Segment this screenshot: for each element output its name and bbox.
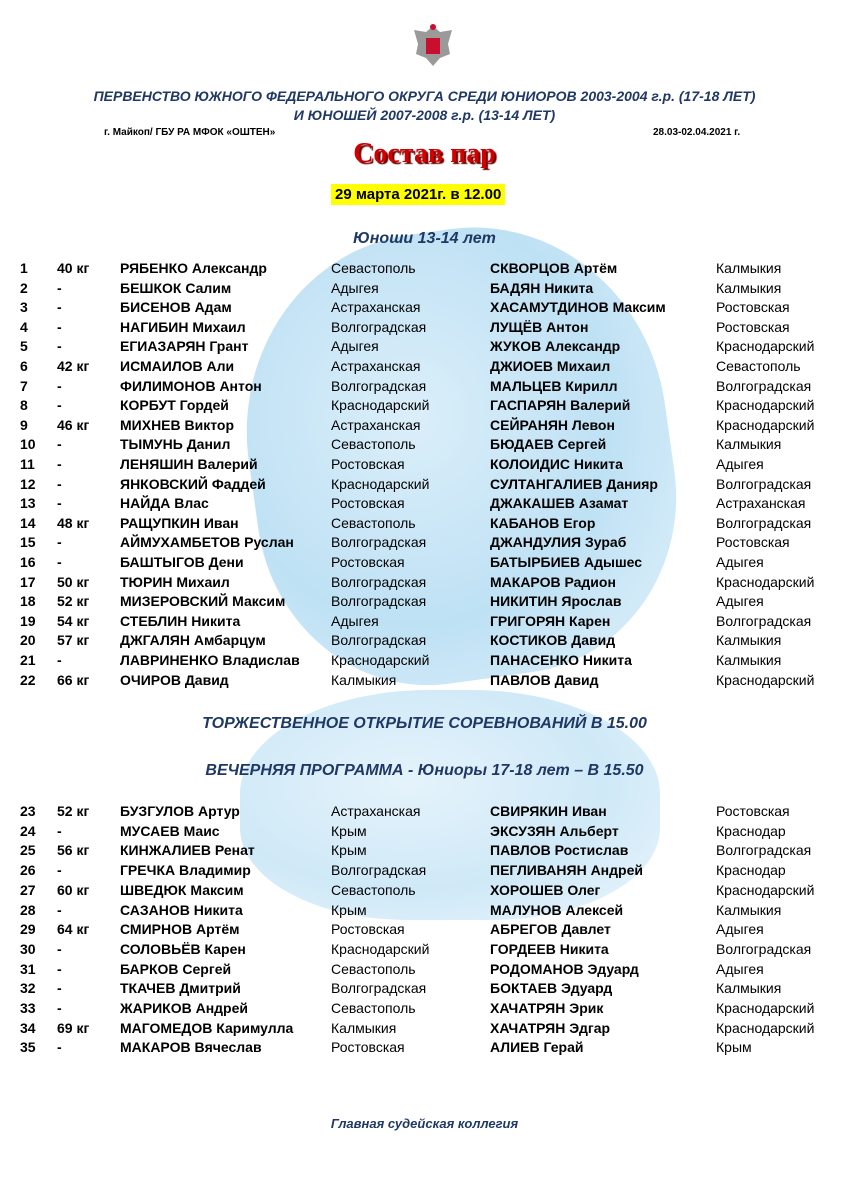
boxer-blue-region: Волгоградская bbox=[716, 475, 812, 492]
table-row bbox=[0, 474, 849, 494]
table-row bbox=[0, 611, 849, 631]
boxer-red-name: САЗАНОВ Никита bbox=[120, 901, 243, 918]
boxer-blue-name: ГРИГОРЯН Карен bbox=[490, 612, 611, 629]
boxer-red-region: Ростовская bbox=[331, 554, 405, 570]
bout-number: 31 bbox=[20, 960, 36, 977]
table-row bbox=[0, 395, 849, 415]
boxer-red-name: БУЗГУЛОВ Артур bbox=[120, 803, 240, 819]
weight-class: - bbox=[57, 436, 62, 453]
boxer-blue-name: ПАВЛОВ Ростислав bbox=[490, 842, 629, 859]
boxer-blue-region: Севастополь bbox=[716, 358, 801, 374]
boxer-blue-region: Адыгея bbox=[716, 960, 764, 977]
weight-class: - bbox=[57, 901, 62, 918]
boxer-blue-region: Калмыкия bbox=[716, 260, 782, 276]
table-row bbox=[0, 670, 849, 690]
boxer-red-region: Краснодарский bbox=[331, 397, 430, 414]
boxer-red-region: Астраханская bbox=[331, 803, 421, 819]
boxer-blue-name: ЭКСУЗЯН Альберт bbox=[490, 822, 619, 839]
table-row bbox=[0, 591, 849, 611]
bout-number: 22 bbox=[20, 671, 36, 688]
bout-number: 32 bbox=[20, 980, 36, 997]
boxer-red-region: Адыгея bbox=[331, 338, 379, 355]
bout-number: 2 bbox=[20, 279, 28, 296]
bout-number: 25 bbox=[20, 842, 36, 859]
bout-number: 6 bbox=[20, 358, 28, 374]
boxer-red-region: Волгоградская bbox=[331, 632, 427, 649]
weight-class: 56 кг bbox=[57, 842, 90, 859]
boxer-blue-region: Ростовская bbox=[716, 299, 790, 316]
boxer-blue-region: Крым bbox=[716, 1039, 752, 1056]
boxer-red-region: Волгоградская bbox=[331, 377, 427, 394]
boxer-red-region: Ростовская bbox=[331, 495, 405, 512]
boxer-red-name: НАГИБИН Михаил bbox=[120, 318, 246, 335]
boxer-red-name: СТЕБЛИН Никита bbox=[120, 612, 241, 629]
section-evening-program: ВЕЧЕРНЯЯ ПРОГРАММА - Юниоры 17-18 лет – В 15.50 bbox=[205, 762, 644, 779]
bout-number: 5 bbox=[20, 338, 28, 355]
boxer-red-name: КОРБУТ Гордей bbox=[120, 397, 229, 414]
boxer-blue-region: Краснодарский bbox=[716, 397, 815, 414]
session-date: 29 марта 2021г. в 12.00 bbox=[331, 184, 505, 205]
bout-number: 17 bbox=[20, 573, 36, 590]
boxer-blue-region: Астраханская bbox=[716, 495, 806, 512]
table-row bbox=[0, 297, 849, 317]
bout-number: 21 bbox=[20, 652, 36, 668]
weight-class: - bbox=[57, 299, 62, 316]
boxer-red-region: Краснодарский bbox=[331, 652, 430, 668]
bout-number: 1 bbox=[20, 260, 28, 276]
boxer-red-name: ТКАЧЕВ Дмитрий bbox=[120, 980, 241, 997]
bout-number: 8 bbox=[20, 397, 28, 414]
bout-number: 12 bbox=[20, 475, 36, 492]
boxer-red-name: ОЧИРОВ Давид bbox=[120, 671, 229, 688]
boxer-blue-region: Краснодарский bbox=[716, 573, 815, 590]
bout-number: 14 bbox=[20, 514, 36, 531]
boxer-blue-region: Волгоградская bbox=[716, 842, 812, 859]
bout-number: 29 bbox=[20, 921, 36, 938]
boxer-red-region: Севастополь bbox=[331, 881, 416, 898]
footer-signature: Главная судейская коллегия bbox=[330, 1116, 519, 1131]
boxer-red-name: БЕШКОК Салим bbox=[120, 279, 232, 296]
boxer-red-region: Волгоградская bbox=[331, 318, 427, 335]
boxer-red-name: РЯБЕНКО Александр bbox=[120, 260, 267, 276]
weight-class: - bbox=[57, 1000, 62, 1016]
boxer-red-region: Волгоградская bbox=[331, 573, 427, 590]
table-row bbox=[0, 415, 849, 435]
boxer-blue-region: Ростовская bbox=[716, 318, 790, 335]
boxer-blue-name: ПАНАСЕНКО Никита bbox=[490, 652, 632, 668]
boxer-red-name: АЙМУХАМБЕТОВ Руслан bbox=[120, 534, 294, 551]
table-row bbox=[0, 821, 849, 841]
weight-class: - bbox=[57, 980, 62, 997]
table-row bbox=[0, 840, 849, 860]
boxer-blue-region: Калмыкия bbox=[716, 632, 782, 649]
table-row bbox=[0, 1018, 849, 1038]
boxer-red-name: ФИЛИМОНОВ Антон bbox=[120, 377, 262, 394]
boxer-red-region: Волгоградская bbox=[331, 593, 427, 610]
bout-number: 19 bbox=[20, 612, 36, 629]
boxer-blue-region: Адыгея bbox=[716, 593, 764, 610]
boxer-red-region: Севастополь bbox=[331, 1000, 416, 1016]
table-row bbox=[0, 650, 849, 670]
bout-number: 15 bbox=[20, 534, 36, 551]
table-row bbox=[0, 493, 849, 513]
emblem-icon bbox=[410, 22, 456, 68]
boxer-red-name: НАЙДА Влас bbox=[120, 495, 209, 512]
boxer-red-name: ШВЕДЮК Максим bbox=[120, 881, 244, 898]
weight-class: 64 кг bbox=[57, 921, 90, 938]
boxer-blue-name: БЮДАЕВ Сергей bbox=[490, 436, 607, 453]
boxer-blue-name: РОДОМАНОВ Эдуард bbox=[490, 960, 639, 977]
boxer-red-name: КИНЖАЛИЕВ Ренат bbox=[120, 842, 255, 859]
bout-number: 26 bbox=[20, 862, 36, 879]
table-row bbox=[0, 900, 849, 920]
boxer-blue-name: МАКАРОВ Радион bbox=[490, 573, 616, 590]
bout-number: 13 bbox=[20, 495, 36, 512]
table-row bbox=[0, 860, 849, 880]
boxer-red-name: ТЫМУНЬ Данил bbox=[120, 436, 231, 453]
boxer-blue-region: Краснодарский bbox=[716, 416, 815, 433]
opening-ceremony: ТОРЖЕСТВЕННОЕ ОТКРЫТИЕ СОРЕВНОВАНИЙ В 15.00 bbox=[202, 715, 647, 732]
boxer-blue-region: Адыгея bbox=[716, 921, 764, 938]
boxer-red-name: БИСЕНОВ Адам bbox=[120, 299, 232, 316]
boxer-blue-region: Волгоградская bbox=[716, 514, 812, 531]
boxer-blue-name: ДЖАКАШЕВ Азамат bbox=[490, 495, 629, 512]
boxer-blue-name: СУЛТАНГАЛИЕВ Данияр bbox=[490, 475, 658, 492]
table-row bbox=[0, 1037, 849, 1057]
table-row bbox=[0, 959, 849, 979]
boxer-blue-name: СЕЙРАНЯН Левон bbox=[490, 416, 615, 433]
bout-number: 24 bbox=[20, 822, 36, 839]
weight-class: 52 кг bbox=[57, 803, 90, 819]
boxer-red-name: ЯНКОВСКИЙ Фаддей bbox=[120, 475, 266, 492]
boxer-red-name: БАРКОВ Сергей bbox=[120, 960, 232, 977]
boxer-red-region: Ростовская bbox=[331, 1039, 405, 1056]
weight-class: - bbox=[57, 397, 62, 414]
boxer-blue-name: СВИРЯКИН Иван bbox=[490, 803, 607, 819]
bout-number: 20 bbox=[20, 632, 36, 649]
bout-number: 7 bbox=[20, 377, 28, 394]
boxer-red-region: Крым bbox=[331, 901, 367, 918]
boxer-blue-region: Волгоградская bbox=[716, 377, 812, 394]
weight-class: 66 кг bbox=[57, 671, 90, 688]
table-row bbox=[0, 317, 849, 337]
boxer-red-region: Астраханская bbox=[331, 299, 421, 316]
boxer-red-name: ЕГИАЗАРЯН Грант bbox=[120, 338, 249, 355]
table-row bbox=[0, 978, 849, 998]
boxer-red-name: СМИРНОВ Артём bbox=[120, 921, 240, 938]
weight-class: 57 кг bbox=[57, 632, 90, 649]
weight-class: - bbox=[57, 822, 62, 839]
boxer-blue-name: КОСТИКОВ Давид bbox=[490, 632, 616, 649]
boxer-blue-name: АБРЕГОВ Давлет bbox=[490, 921, 611, 938]
boxer-blue-name: МАЛУНОВ Алексей bbox=[490, 901, 624, 918]
boxer-blue-name: МАЛЬЦЕВ Кирилл bbox=[490, 377, 618, 394]
boxer-red-region: Краснодарский bbox=[331, 940, 430, 957]
weight-class: - bbox=[57, 377, 62, 394]
boxer-red-region: Калмыкия bbox=[331, 671, 397, 688]
weight-class: - bbox=[57, 495, 62, 512]
bout-number: 16 bbox=[20, 554, 36, 570]
boxer-blue-name: БАТЫРБИЕВ Адышес bbox=[490, 554, 643, 570]
boxer-red-name: МУСАЕВ Маис bbox=[120, 822, 220, 839]
boxer-red-region: Волгоградская bbox=[331, 862, 427, 879]
boxer-red-name: БАШТЫГОВ Дени bbox=[120, 554, 244, 570]
boxer-red-region: Волгоградская bbox=[331, 534, 427, 551]
boxer-red-region: Ростовская bbox=[331, 921, 405, 938]
bout-number: 23 bbox=[20, 803, 36, 819]
table-row bbox=[0, 278, 849, 298]
boxer-red-region: Краснодарский bbox=[331, 475, 430, 492]
weight-class: - bbox=[57, 862, 62, 879]
boxer-red-region: Крым bbox=[331, 842, 367, 859]
bout-number: 28 bbox=[20, 901, 36, 918]
boxer-blue-region: Ростовская bbox=[716, 803, 790, 819]
boxer-red-name: РАЩУПКИН Иван bbox=[120, 514, 239, 531]
boxer-blue-region: Краснодарский bbox=[716, 881, 815, 898]
boxer-blue-region: Калмыкия bbox=[716, 980, 782, 997]
bout-number: 33 bbox=[20, 1000, 36, 1016]
boxer-blue-region: Калмыкия bbox=[716, 652, 782, 668]
weight-class: - bbox=[57, 279, 62, 296]
weight-class: - bbox=[57, 1039, 62, 1056]
boxer-blue-region: Волгоградская bbox=[716, 940, 812, 957]
boxer-blue-name: ЛУЩЁВ Антон bbox=[490, 318, 589, 335]
boxer-blue-name: ГАСПАРЯН Валерий bbox=[490, 397, 631, 414]
event-dates: 28.03-02.04.2021 г. bbox=[653, 127, 741, 138]
table-row bbox=[0, 630, 849, 650]
table-row bbox=[0, 572, 849, 592]
boxer-red-name: МИХНЕВ Виктор bbox=[120, 416, 235, 433]
table-row bbox=[0, 434, 849, 454]
boxer-red-name: СОЛОВЬЁВ Карен bbox=[120, 940, 246, 957]
bout-number: 30 bbox=[20, 940, 36, 957]
bout-number: 9 bbox=[20, 416, 28, 433]
boxer-red-region: Калмыкия bbox=[331, 1019, 397, 1036]
boxer-red-name: МАКАРОВ Вячеслав bbox=[120, 1039, 262, 1056]
weight-class: 42 кг bbox=[57, 358, 90, 374]
weight-class: 52 кг bbox=[57, 593, 90, 610]
boxer-red-name: МАГОМЕДОВ Каримулла bbox=[120, 1019, 294, 1036]
boxer-red-region: Севастополь bbox=[331, 436, 416, 453]
boxer-blue-region: Волгоградская bbox=[716, 612, 812, 629]
boxer-blue-region: Калмыкия bbox=[716, 436, 782, 453]
boxer-blue-region: Краснодар bbox=[716, 822, 786, 839]
boxer-blue-name: ГОРДЕЕВ Никита bbox=[490, 940, 609, 957]
weight-class: 46 кг bbox=[57, 416, 90, 433]
boxer-red-region: Астраханская bbox=[331, 416, 421, 433]
boxer-red-name: ДЖГАЛЯН Амбарцум bbox=[120, 632, 266, 649]
event-title-line1: ПЕРВЕНСТВО ЮЖНОГО ФЕДЕРАЛЬНОГО ОКРУГА СРЕДИ ЮНИОРОВ 2003-2004 г.р. (17-18 ЛЕТ) bbox=[93, 88, 756, 104]
table-row bbox=[0, 258, 849, 278]
boxer-blue-name: АЛИЕВ Герай bbox=[490, 1039, 584, 1056]
table-row bbox=[0, 532, 849, 552]
boxer-blue-name: БАДЯН Никита bbox=[490, 279, 594, 296]
bout-number: 18 bbox=[20, 593, 36, 610]
table-row bbox=[0, 513, 849, 533]
weight-class: 40 кг bbox=[57, 260, 90, 276]
table-row bbox=[0, 454, 849, 474]
boxer-red-name: МИЗЕРОВСКИЙ Максим bbox=[120, 593, 286, 610]
boxer-blue-region: Краснодарский bbox=[716, 338, 815, 355]
weight-class: - bbox=[57, 554, 62, 570]
boxer-blue-region: Краснодарский bbox=[716, 671, 815, 688]
boxer-red-name: ЛАВРИНЕНКО Владислав bbox=[120, 652, 300, 668]
boxer-blue-name: ХАЧАТРЯН Эдгар bbox=[490, 1019, 611, 1036]
boxer-red-region: Ростовская bbox=[331, 456, 405, 472]
weight-class: - bbox=[57, 940, 62, 957]
boxer-red-name: ГРЕЧКА Владимир bbox=[120, 862, 251, 879]
boxer-red-name: ТЮРИН Михаил bbox=[120, 573, 230, 590]
event-title-line2: И ЮНОШЕЙ 2007-2008 г.р. (13-14 ЛЕТ) bbox=[293, 107, 556, 123]
bout-number: 4 bbox=[20, 318, 28, 335]
bout-number: 27 bbox=[20, 881, 36, 898]
table-row bbox=[0, 919, 849, 939]
boxer-blue-name: ЖУКОВ Александр bbox=[490, 338, 621, 355]
table-row bbox=[0, 801, 849, 821]
boxer-blue-region: Калмыкия bbox=[716, 279, 782, 296]
boxer-red-region: Крым bbox=[331, 822, 367, 839]
boxer-red-name: ИСМАИЛОВ Али bbox=[120, 358, 235, 374]
boxer-red-region: Астраханская bbox=[331, 358, 421, 374]
boxer-blue-region: Краснодарский bbox=[716, 1019, 815, 1036]
weight-class: - bbox=[57, 960, 62, 977]
weight-class: - bbox=[57, 475, 62, 492]
boxer-blue-name: ХАСАМУТДИНОВ Максим bbox=[490, 299, 666, 316]
boxer-blue-region: Ростовская bbox=[716, 534, 790, 551]
table-row bbox=[0, 998, 849, 1018]
boxer-blue-name: ДЖАНДУЛИЯ Зураб bbox=[490, 534, 627, 551]
boxer-red-region: Севастополь bbox=[331, 260, 416, 276]
bout-number: 10 bbox=[20, 436, 36, 453]
weight-class: 54 кг bbox=[57, 612, 90, 629]
table-row bbox=[0, 880, 849, 900]
boxer-blue-name: КОЛОИДИС Никита bbox=[490, 456, 623, 472]
table-row bbox=[0, 356, 849, 376]
boxer-blue-region: Калмыкия bbox=[716, 901, 782, 918]
section-juniors-13-14: Юноши 13-14 лет bbox=[353, 230, 496, 247]
weight-class: 48 кг bbox=[57, 514, 90, 531]
boxer-blue-region: Адыгея bbox=[716, 456, 764, 472]
bout-number: 35 bbox=[20, 1039, 36, 1056]
boxer-red-region: Адыгея bbox=[331, 612, 379, 629]
boxer-red-region: Севастополь bbox=[331, 960, 416, 977]
table-row bbox=[0, 336, 849, 356]
boxer-blue-name: ДЖИОЕВ Михаил bbox=[490, 358, 611, 374]
boxer-red-name: ЛЕНЯШИН Валерий bbox=[120, 456, 258, 472]
boxer-red-region: Волгоградская bbox=[331, 980, 427, 997]
boxer-red-region: Адыгея bbox=[331, 279, 379, 296]
page-title: Состав пар bbox=[353, 138, 496, 169]
bout-number: 3 bbox=[20, 299, 28, 316]
weight-class: - bbox=[57, 534, 62, 551]
table-row bbox=[0, 552, 849, 572]
boxer-blue-name: ХАЧАТРЯН Эрик bbox=[490, 1000, 604, 1016]
weight-class: - bbox=[57, 652, 62, 668]
boxer-blue-region: Адыгея bbox=[716, 554, 764, 570]
boxer-blue-name: НИКИТИН Ярослав bbox=[490, 593, 622, 610]
weight-class: 50 кг bbox=[57, 573, 90, 590]
weight-class: - bbox=[57, 338, 62, 355]
table-row bbox=[0, 939, 849, 959]
boxer-blue-region: Краснодарский bbox=[716, 1000, 815, 1016]
boxer-blue-name: СКВОРЦОВ Артём bbox=[490, 260, 618, 276]
boxer-red-name: ЖАРИКОВ Андрей bbox=[120, 1000, 248, 1016]
bout-number: 11 bbox=[20, 456, 35, 472]
venue: г. Майкоп/ ГБУ РА МФОК «ОШТЕН» bbox=[104, 127, 276, 138]
weight-class: - bbox=[57, 456, 62, 472]
boxer-red-region: Севастополь bbox=[331, 514, 416, 531]
weight-class: 60 кг bbox=[57, 881, 90, 898]
boxer-blue-region: Краснодар bbox=[716, 862, 786, 879]
table-row bbox=[0, 376, 849, 396]
boxer-blue-name: ПЕГЛИВАНЯН Андрей bbox=[490, 862, 643, 879]
boxer-blue-name: КАБАНОВ Егор bbox=[490, 514, 596, 531]
weight-class: 69 кг bbox=[57, 1019, 90, 1036]
weight-class: - bbox=[57, 318, 62, 335]
boxer-blue-name: БОКТАЕВ Эдуард bbox=[490, 980, 613, 997]
boxer-blue-name: ХОРОШЕВ Олег bbox=[490, 881, 601, 898]
bout-number: 34 bbox=[20, 1019, 36, 1036]
boxer-blue-name: ПАВЛОВ Давид bbox=[490, 671, 599, 688]
